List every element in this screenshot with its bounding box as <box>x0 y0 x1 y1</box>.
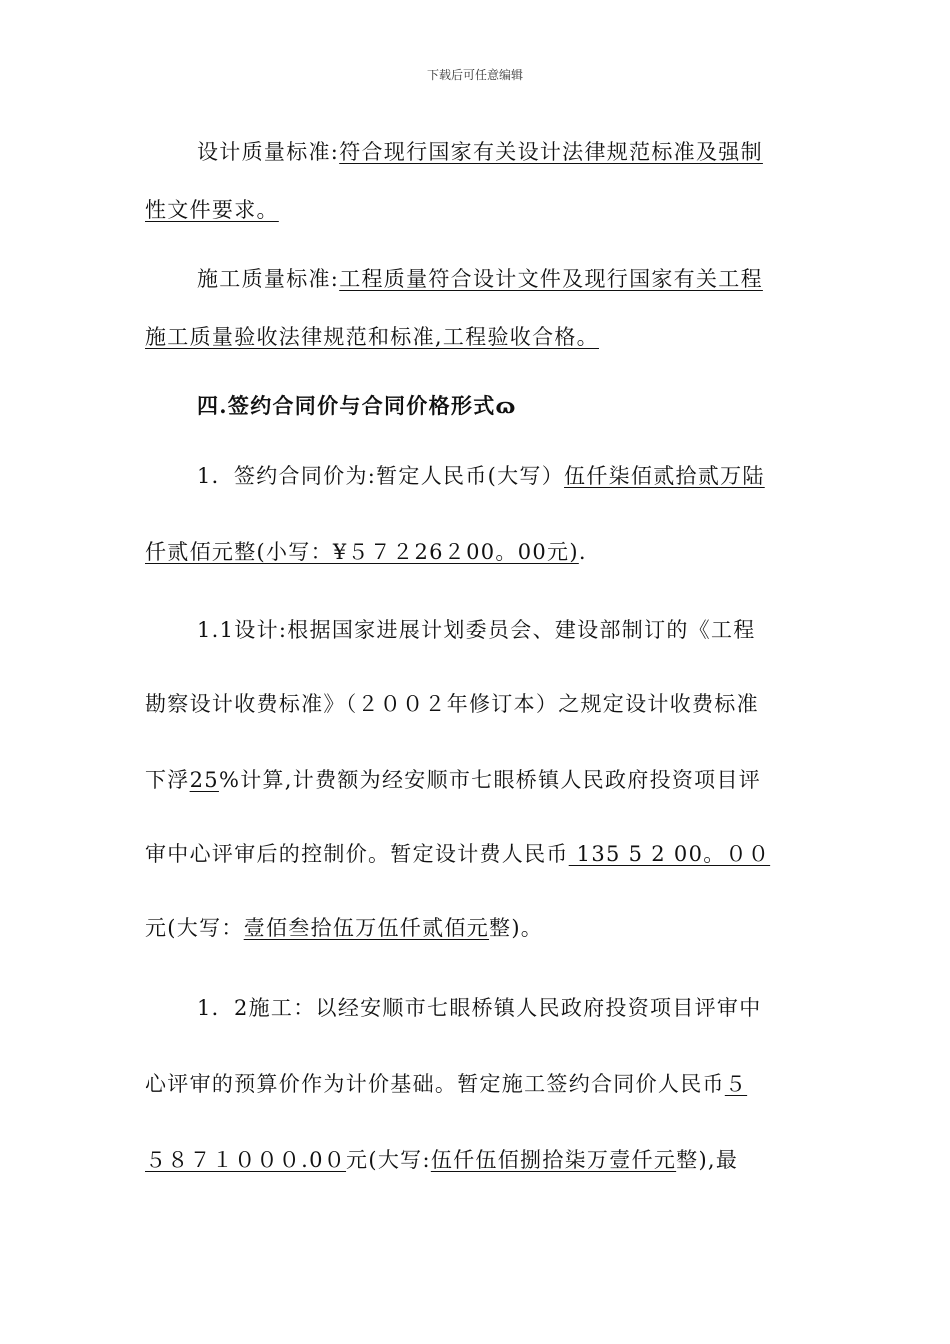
item-1-amount-words-b: 仟贰佰元整(小写：¥５７２26２00。00元) <box>145 540 579 564</box>
item-1-2-line-1: 1．2施工：以经安顺市七眼桥镇人民政府投资项目评审中 <box>197 996 762 1020</box>
construction-quality-line-2 <box>145 319 807 355</box>
design-quality-line-2 <box>145 192 807 228</box>
item-1-1-design-fee-words: 壹佰叁拾伍万伍仟贰佰元 <box>243 916 490 940</box>
item-1-1-line-5 <box>145 910 807 946</box>
item-1-2-text-3a: 元(大写: <box>346 1148 431 1172</box>
item-1-1-line-1: 1.1设计:根据国家进展计划委员会、建设部制订的《工程 <box>197 618 756 642</box>
item-1-1-design-fee-amount: 135 5 2 00。００ <box>568 842 771 866</box>
design-quality-line-1 <box>197 134 807 170</box>
item-1-1-percent: 25 <box>189 768 219 792</box>
item-1-1-text-3b: %计算,计费额为经安顺市七眼桥镇人民政府投资项目评 <box>218 768 762 792</box>
item-1-1-line-2: 勘察设计收费标准》（２００２年修订本）之规定设计收费标准 <box>145 692 759 716</box>
item-1-2-line-2 <box>145 1066 807 1102</box>
item-1-2-text-2a: 心评审的预算价作为计价基础。暂定施工签约合同价人民币 <box>145 1072 725 1096</box>
item-1-line-1 <box>197 458 807 494</box>
item-1-1-text-5a: 元(大写： <box>145 916 244 940</box>
item-1-1-line-4 <box>145 836 807 872</box>
item-1-1-text-3a: 下浮 <box>145 768 190 792</box>
item-1-1-text-4a: 审中心评审后的控制价。暂定设计费人民币 <box>145 842 569 866</box>
item-1-2-text-3b: 整),最 <box>676 1148 739 1172</box>
construction-quality-line-1 <box>197 261 807 297</box>
design-quality-text-1: 符合现行国家有关设计法律规范标准及强制 <box>339 140 763 164</box>
item-1-end: . <box>578 540 587 564</box>
construction-quality-text-1: 工程质量符合设计文件及现行国家有关工程 <box>339 267 763 291</box>
item-1-2-amount-start: ５ <box>724 1072 748 1096</box>
construction-quality-label: 施工质量标准: <box>197 267 340 291</box>
item-1-2-construction-amount: ５８７１０００.0０ <box>145 1148 347 1172</box>
item-1-line-2 <box>145 534 807 570</box>
item-1-1-text-5b: 整)。 <box>489 916 544 940</box>
design-quality-label: 设计质量标准: <box>197 140 340 164</box>
item-1-2-construction-words: 伍仟伍佰捌拾柒万壹仟元 <box>430 1148 677 1172</box>
design-quality-text-2: 性文件要求。 <box>145 198 279 222</box>
item-1-2-line-3 <box>145 1142 807 1178</box>
item-1-prefix: 1．签约合同价为:暂定人民币(大写） <box>197 464 565 488</box>
page-header: 下载后可任意编辑 <box>426 68 523 82</box>
item-1-amount-words-a: 伍仟柒佰贰拾贰万陆 <box>564 464 765 488</box>
item-1-1-line-3 <box>145 762 807 798</box>
section-4-heading: 四.签约合同价与合同价格形式ɷ <box>197 393 517 418</box>
construction-quality-text-2: 施工质量验收法律规范和标准,工程验收合格。 <box>145 325 599 349</box>
